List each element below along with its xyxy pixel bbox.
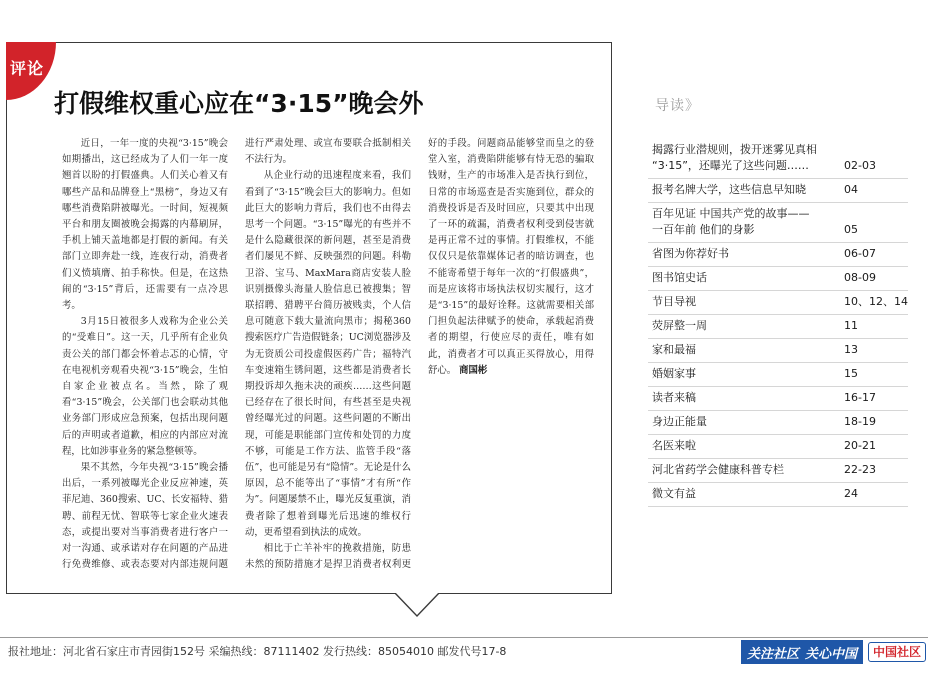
article-paragraph: 果不其然，今年央视“3·15”晚会播出后，一系列被曝光企业反应神速，英菲尼迪、360搜索、UC、长安福特、猎聘、前程无忧、智联等七家企业火速表态，或提出要对当事消费者进行客户一对一沟通、或承诺对存在问题的产品进行免费维修、或表态要对内部违规问题进行严肃处理、或宣布要联合抵制相关不法行为。: [62, 138, 411, 571]
toc-title: 名医来啦: [652, 439, 696, 452]
table-of-contents: [648, 139, 908, 507]
toc-title: 家和最福: [652, 343, 696, 356]
toc-title: 报考名牌大学，这些信息早知晓: [652, 183, 806, 196]
toc-page: 24: [844, 487, 858, 500]
brand-slogan-b: 关心中国: [805, 646, 858, 662]
toc-page: 02-03: [844, 159, 876, 172]
toc-item[interactable]: [648, 139, 908, 179]
toc-item[interactable]: [648, 203, 908, 243]
toc-item[interactable]: [648, 291, 908, 315]
toc-title: 图书馆史话: [652, 271, 707, 284]
toc-title: 荧屏整一周: [652, 319, 707, 332]
toc-title: 微文有益: [652, 487, 696, 500]
toc-page: 04: [844, 183, 858, 196]
toc-title: “3·15”，还曝光了这些问题……: [652, 159, 809, 172]
article-byline: 商国彬: [459, 364, 488, 376]
toc-page: 16-17: [844, 391, 876, 404]
toc-page: 11: [844, 319, 858, 332]
toc-item[interactable]: [648, 243, 908, 267]
toc-title: 河北省药学会健康科普专栏: [652, 463, 784, 476]
guide-title: 导读》: [655, 98, 700, 114]
article-paragraph: 3月15日被很多人戏称为企业公关的“受难日”。这一天，几乎所有企业负责公关的部门都会怀着忐忑的心情，守在电视机旁观看央视“3·15”晚会，生怕自家企业被点名。当然，除了观看“3·15”晚会，公关部门也会联动其他业务部门形成应急预案，包括出现问题后的声明或者道歉，相应的内部应对流程，比如涉事业务的紧急整顿等。: [62, 316, 228, 457]
article-paragraph: 从企业行动的迅速程度来看，我们看到了“3·15”晚会巨大的影响力。但如此巨大的影响力背后，我们也不由得去思考一个问题。“3·15”曝光的有些并不是什么隐藏很深的新问题，甚至是消费者们屡见不鲜、反映强烈的问题。科勒卫浴、宝马、MaxMara商店安装人脸识别摄像头海量人脸信息已被搜集；智联招聘、猎聘平台简历被贱卖，个人信息可随意下载大量流向黑市；揭秘360搜索医疗广告造假链条；UC浏览器涉及为无资质公司投虚假医药广告；福特汽车变速箱生锈问题，这些都是消费者长期投诉却久拖未决的顽疾……这些问题已经存在了很长时间，有些甚至是央视曾经曝光过的问题。这些问题的不断出现，可能是职能部门宣传和处罚的力度不够，可能是工作方法、监管手段“落伍”，也可能是另有“隐情”。无论是什么原因，总不能等出了“事情”才有所“作为”。问题屡禁不止，曝光反复重演，消费者除了想着到曝光后迅速的维权行动，更希望看到执法的成效。: [245, 170, 411, 538]
toc-item[interactable]: [648, 363, 908, 387]
brand-slogan: [741, 640, 863, 664]
toc-title: 一百年前 他们的身影: [652, 223, 755, 236]
toc-title: 节目导视: [652, 295, 696, 308]
frame-pointer-fill: [395, 592, 439, 615]
toc-page: 15: [844, 367, 858, 380]
footer-divider: [0, 637, 928, 638]
toc-title: 揭露行业潜规则，拨开迷雾见真相: [652, 143, 817, 156]
section-tag: 评论: [6, 42, 56, 100]
toc-page: 18-19: [844, 415, 876, 428]
brand-slogan-a: 关注社区: [747, 646, 800, 662]
toc-item[interactable]: [648, 459, 908, 483]
toc-page: 20-21: [844, 439, 876, 452]
toc-title: 省图为你荐好书: [652, 247, 729, 260]
toc-item[interactable]: [648, 387, 908, 411]
toc-item[interactable]: [648, 315, 908, 339]
article-paragraph: 近日，一年一度的央视“3·15”晚会如期播出，这已经成为了人们一年一度翘首以盼的打假盛典。人们关心着又有哪些产品和品牌登上“黑榜”，身边又有哪些消费陷阱被曝光。一时间，短视频平台和朋友圈被晚会揭露的内幕刷屏，手机上铺天盖地都是打假的新闻。有关部门立即奔赴一线，连夜行动，消费者们义愤填膺、拍手称快。但是，在这热闹的“3·15”背后，还需要有一点冷思考。: [62, 138, 228, 312]
toc-title: 百年见证 中国共产党的故事——: [652, 207, 810, 220]
toc-title: 身边正能量: [652, 415, 707, 428]
toc-title: 读者来稿: [652, 391, 696, 404]
toc-page: 13: [844, 343, 858, 356]
toc-title: 婚姻家事: [652, 367, 696, 380]
article-body: [62, 136, 594, 576]
brand-logo: 中国社区: [868, 642, 926, 662]
toc-page: 05: [844, 223, 858, 236]
toc-item[interactable]: [648, 483, 908, 507]
toc-page: 22-23: [844, 463, 876, 476]
toc-page: 10、12、14: [844, 295, 908, 308]
toc-item[interactable]: [648, 411, 908, 435]
toc-item[interactable]: [648, 179, 908, 203]
toc-page: 08-09: [844, 271, 876, 284]
toc-item[interactable]: [648, 339, 908, 363]
footer-info: 报社地址：河北省石家庄市青园街152号 采编热线：87111402 发行热线：85054010 邮发代号17-8: [8, 645, 507, 658]
article-paragraph-text: 相比于亡羊补牢的挽救措施，防患未然的预防措施才是捍卫消费者权利更好的手段。问题商品能够堂而皇之的登堂入室，消费陷阱能够有恃无恐的骗取钱财，生产的市场准入是否执行到位，日常的市场巡查是否实施到位，群众的消费投诉是否及时回应，只要其中出现了一环的疏漏，消费者权利受到侵害就是再正常不过的事情。打假维权，不能仅仅只是依靠媒体记者的暗访调查，也不能寄希望于每年一次的“打假盛典”，而是应该将市场执法权切实履行，这才是“3·15”的最好诠释。这就需要相关部门担负起法律赋予的使命，承载起消费者的期望，行使应尽的责任，唯有如此，消费者才可以真正买得放心，用得舒心。: [245, 138, 594, 571]
toc-item[interactable]: [648, 435, 908, 459]
article-headline: 打假维权重心应在“3·15”晚会外: [54, 89, 424, 118]
toc-page: 06-07: [844, 247, 876, 260]
toc-item[interactable]: [648, 267, 908, 291]
